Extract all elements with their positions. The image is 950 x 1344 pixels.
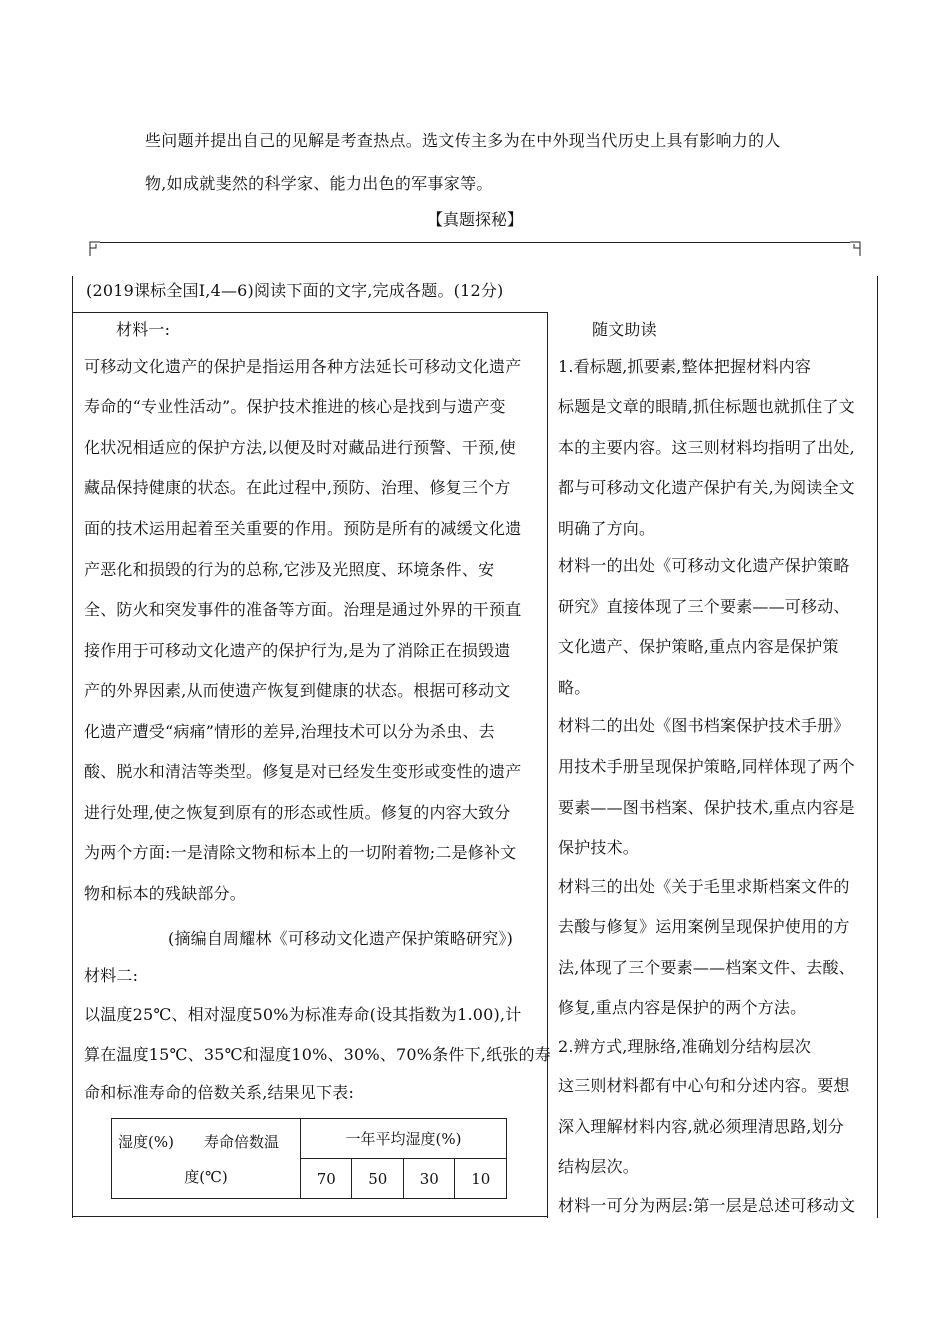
material1-line: 产的外界因素,从而使遗产恢复到健康的状态。根据可移动文 xyxy=(84,681,511,700)
material1-label: 材料一: xyxy=(116,320,171,339)
guide-line: 1.看标题,抓要素,整体把握材料内容 xyxy=(558,357,812,376)
guide-line: 略。 xyxy=(558,678,591,697)
guide-line: 结构层次。 xyxy=(558,1157,640,1176)
guide-line: 标题是文章的眼睛,抓住标题也就抓住了文 xyxy=(558,397,855,416)
reading-guide-title: 随文助读 xyxy=(592,320,657,339)
intro-line-2: 物,如成就斐然的科学家、能力出色的军事家等。 xyxy=(145,174,493,193)
guide-line: 研究》直接体现了三个要素——可移动、 xyxy=(558,597,850,616)
guide-line: 明确了方向。 xyxy=(558,519,656,538)
material2-label: 材料二: xyxy=(84,966,139,985)
guide-line: 去酸与修复》运用案例呈现保护使用的方 xyxy=(558,917,850,936)
material2-line: 以温度25℃、相对湿度50%为标准寿命(设其指数为1.00),计 xyxy=(84,1005,522,1024)
material1-source: (摘编自周耀林《可移动文化遗产保护策略研究》) xyxy=(168,929,514,948)
material1-line: 藏品保持健康的状态。在此过程中,预防、治理、修复三个方 xyxy=(84,478,511,497)
intro-line-1: 些问题并提出自己的见解是考查热点。选文传主多为在中外现当代历史上具有影响力的人 xyxy=(145,131,781,150)
material1-line: 寿命的“专业性活动”。保护技术推进的核心是找到与遗产变 xyxy=(84,397,506,416)
guide-line: 要素——图书档案、保护技术,重点内容是 xyxy=(558,798,855,817)
table-column-header: 30 xyxy=(403,1159,455,1199)
guide-line: 这三则材料都有中心句和分述内容。要想 xyxy=(558,1076,850,1095)
table-corner-header xyxy=(112,1119,301,1199)
left-panel-top-border xyxy=(72,312,548,313)
guide-line: 保护技术。 xyxy=(558,838,640,857)
guide-line: 材料一的出处《可移动文化遗产保护策略 xyxy=(558,556,850,575)
table-group-header: 一年平均湿度(%) xyxy=(300,1119,506,1159)
guide-line: 2.辨方式,理脉络,准确划分结构层次 xyxy=(558,1037,812,1056)
material1-line: 酸、脱水和清洁等类型。修复是对已经发生变形或变性的遗产 xyxy=(84,762,522,781)
material1-line: 化状况相适应的保护方法,以便及时对藏品进行预警、干预,使 xyxy=(84,438,516,457)
frame-right-line xyxy=(877,276,878,1218)
guide-line: 材料一可分为两层:第一层是总述可移动文 xyxy=(558,1196,856,1215)
material1-line: 面的技术运用起着至关重要的作用。预防是所有的减缓文化遗 xyxy=(84,519,522,538)
table-corner-bottom: 度(℃) xyxy=(184,1167,228,1186)
guide-line: 深入理解材料内容,就必须理清思路,划分 xyxy=(558,1117,844,1136)
guide-line: 修复,重点内容是保护的两个方法。 xyxy=(558,998,807,1017)
table-column-header: 50 xyxy=(352,1159,404,1199)
corner-ornament-right-icon xyxy=(850,236,868,256)
guide-line: 用技术手册呈现保护策略,同样体现了两个 xyxy=(558,757,855,776)
guide-line: 材料三的出处《关于毛里求斯档案文件的 xyxy=(558,877,850,896)
table-column-header: 10 xyxy=(455,1159,507,1199)
humidity-table xyxy=(111,1118,507,1199)
frame-top-line xyxy=(100,242,850,243)
guide-line: 文化遗产、保护策略,重点内容是保护策 xyxy=(558,637,839,656)
table-corner-top: 湿度(%) 寿命倍数温 xyxy=(118,1132,279,1151)
question-title: (2019课标全国Ⅰ,4—6)阅读下面的文字,完成各题。(12分) xyxy=(86,281,504,300)
guide-line: 材料二的出处《图书档案保护技术手册》 xyxy=(558,716,850,735)
guide-line: 法,体现了三个要素——档案文件、去酸、 xyxy=(558,958,855,977)
left-panel-right-border xyxy=(547,312,548,1218)
material1-line: 为两个方面:一是清除文物和标本上的一切附着物;二是修补文 xyxy=(84,843,517,862)
table-column-header: 70 xyxy=(300,1159,352,1199)
material2-line: 算在温度15℃、35℃和湿度10%、30%、70%条件下,纸张的寿 xyxy=(84,1045,551,1064)
material1-line: 可移动文化遗产的保护是指运用各种方法延长可移动文化遗产 xyxy=(84,357,522,376)
frame-left-line xyxy=(72,276,73,1218)
material1-line: 产恶化和损毁的行为的总称,它涉及光照度、环境条件、安 xyxy=(84,560,495,579)
left-panel-bottom-border xyxy=(72,1216,548,1217)
section-heading: 【真题探秘】 xyxy=(426,210,523,229)
material1-line: 物和标本的残缺部分。 xyxy=(84,884,247,903)
material1-line: 全、防火和突发事件的准备等方面。治理是通过外界的干预直 xyxy=(84,600,522,619)
guide-line: 本的主要内容。这三则材料均指明了出处, xyxy=(558,438,855,457)
material1-line: 进行处理,使之恢复到原有的形态或性质。修复的内容大致分 xyxy=(84,803,511,822)
guide-line: 都与可移动文化遗产保护有关,为阅读全文 xyxy=(558,478,855,497)
material1-line: 接作用于可移动文化遗产的保护行为,是为了消除正在损毁遗 xyxy=(84,641,511,660)
material1-line: 化遗产遭受“病痛”情形的差异,治理技术可以分为杀虫、去 xyxy=(84,722,495,741)
corner-ornament-left-icon xyxy=(84,236,102,256)
material2-line: 命和标准寿命的倍数关系,结果见下表: xyxy=(84,1083,355,1102)
